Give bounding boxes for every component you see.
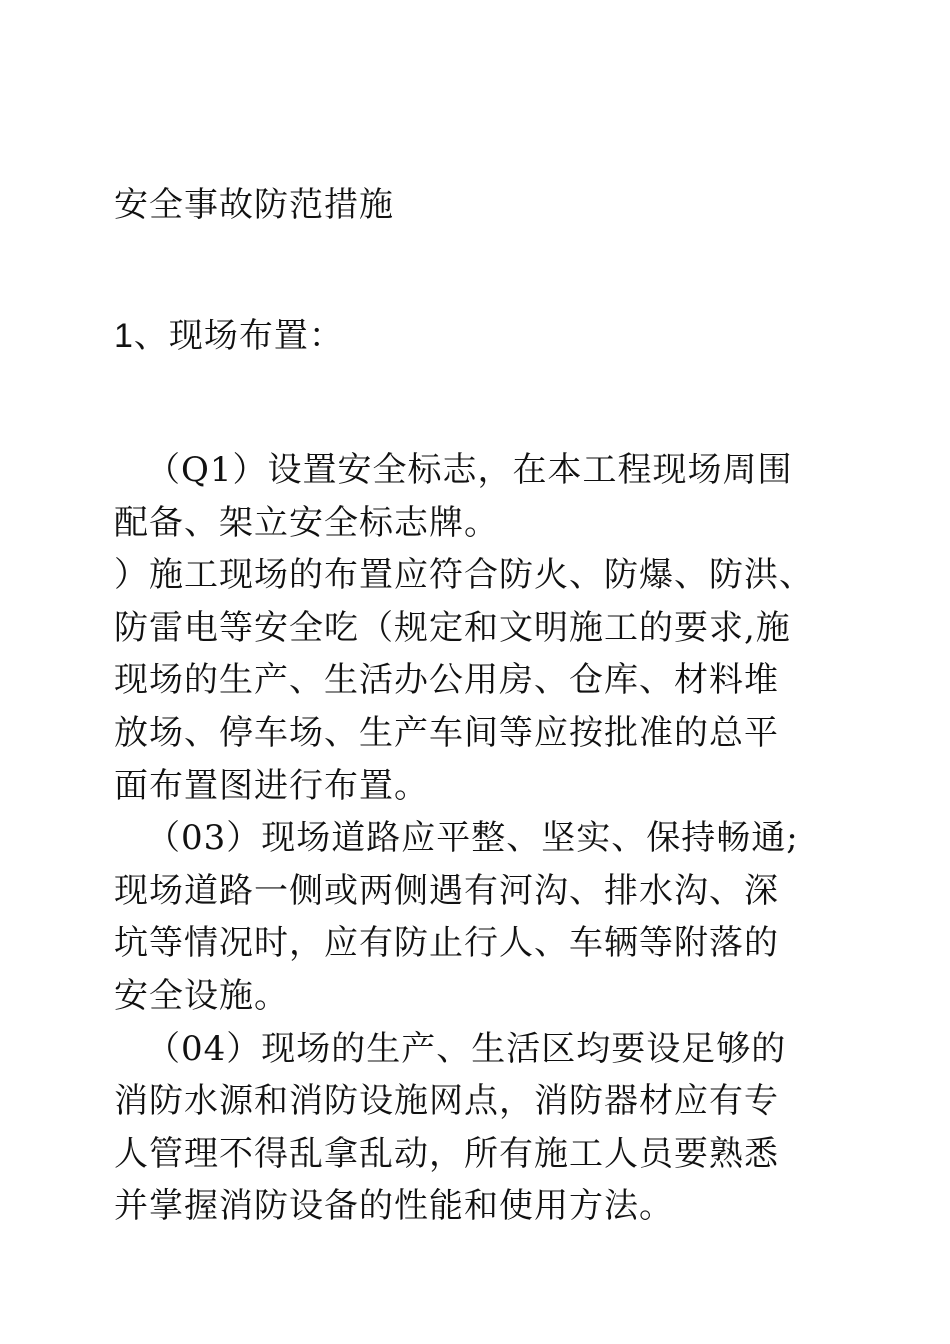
paragraph-line: 配备、架立安全标志牌。 [114,502,499,543]
section-number: 1 [114,317,134,355]
paragraph-line: ）施工现场的布置应符合防火、防爆、防洪、 [114,555,814,596]
paragraph-line: （Q1）设置安全标志，在本工程现场周围 [146,450,793,490]
paragraph-line: 防雷电等安全吃（规定和文明施工的要求,施 [114,607,791,648]
document-title: 安全事故防范措施 [114,185,394,225]
paragraph-line: 放场、停车场、生产车间等应按批准的总平 [114,712,779,753]
body-text [114,444,854,1233]
paragraph-line: 并掌握消防设备的性能和使用方法。 [114,1186,674,1227]
paragraph-line: 现场的生产、生活办公用房、仓库、材料堆 [114,660,779,701]
paragraph-line: 人管理不得乱拿乱动，所有施工人员要熟悉 [114,1133,779,1174]
paragraph-line: （03）现场道路应平整、坚实、保持畅通; [146,818,799,859]
section-heading-text: 、现场布置： [133,316,344,356]
paragraph-line: 面布置图进行布置。 [114,765,429,806]
section-heading [114,314,344,358]
paragraph-line: 坑等情况时，应有防止行人、车辆等附落的 [114,923,779,964]
paragraph-line: 现场道路一侧或两侧遇有河沟、排水沟、深 [114,870,779,911]
paragraph-line: 消防水源和消防设施网点，消防器材应有专 [114,1081,779,1122]
paragraph-line: 安全设施。 [114,975,289,1016]
paragraph-line: （04）现场的生产、生活区均要设足够的 [146,1028,787,1069]
